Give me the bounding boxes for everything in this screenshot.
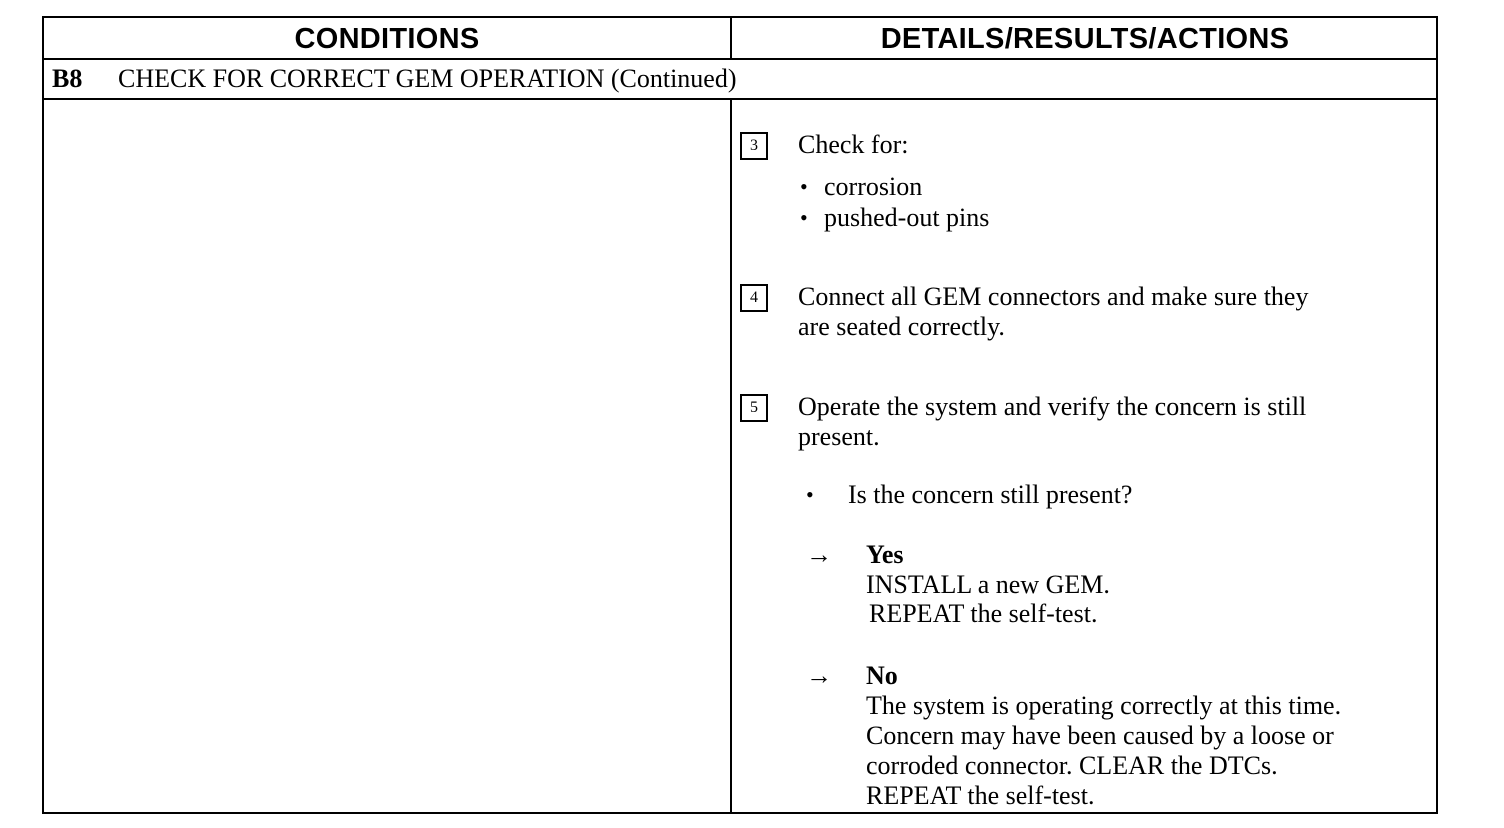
header-row (44, 18, 1436, 60)
step-text: Check for: (798, 130, 909, 159)
bullet-list (798, 172, 1298, 234)
details-header: DETAILS/RESULTS/ACTIONS (880, 23, 1290, 55)
section-code: B8 (52, 64, 83, 93)
column-divider-body (730, 100, 732, 812)
answer-line: REPEAT the self-test. (866, 781, 1095, 810)
bullet-icon: • (800, 205, 808, 230)
step-text (798, 392, 1428, 452)
section-title: CHECK FOR CORRECT GEM OPERATION (Continued) (118, 64, 737, 93)
list-item-text: corrosion (824, 172, 923, 201)
arrow-right-icon: → (806, 540, 832, 569)
column-divider-header (730, 18, 732, 60)
step-3 (740, 130, 1430, 240)
answer-label: No (866, 661, 898, 690)
list-item (798, 203, 1298, 234)
question-text: Is the concern still present? (848, 480, 1133, 509)
answer-line: The system is operating correctly at this time. (866, 691, 1342, 720)
step-4 (740, 282, 1430, 346)
step-text-line: Connect all GEM connectors and make sure they (798, 282, 1309, 311)
bullet-icon: • (806, 482, 814, 507)
list-item-text: pushed-out pins (824, 203, 990, 232)
step-text-line: are seated correctly. (798, 312, 1005, 341)
arrow-right-icon: → (806, 661, 832, 690)
answer-line: corroded connector. CLEAR the DTCs. (866, 751, 1278, 780)
step-number-box: 5 (740, 394, 768, 422)
conditions-header: CONDITIONS (294, 23, 480, 55)
answer-label: Yes (866, 540, 904, 569)
answer-line: INSTALL a new GEM. (866, 570, 1110, 599)
step-number-box: 3 (740, 132, 768, 160)
list-item (798, 172, 1298, 203)
answer-line: Concern may have been caused by a loose or (866, 721, 1334, 750)
answer-no (806, 661, 1426, 811)
step-number-box: 4 (740, 284, 768, 312)
step-5 (740, 392, 1430, 456)
conditions-cell (44, 100, 730, 812)
step-text (798, 282, 1428, 342)
step-text-line: present. (798, 422, 880, 451)
section-row (44, 60, 1436, 100)
bullet-icon: • (800, 174, 808, 199)
answer-yes (806, 540, 1426, 635)
step-text-line: Operate the system and verify the concern is still (798, 392, 1307, 421)
answer-line: REPEAT the self-test. (869, 599, 1098, 628)
